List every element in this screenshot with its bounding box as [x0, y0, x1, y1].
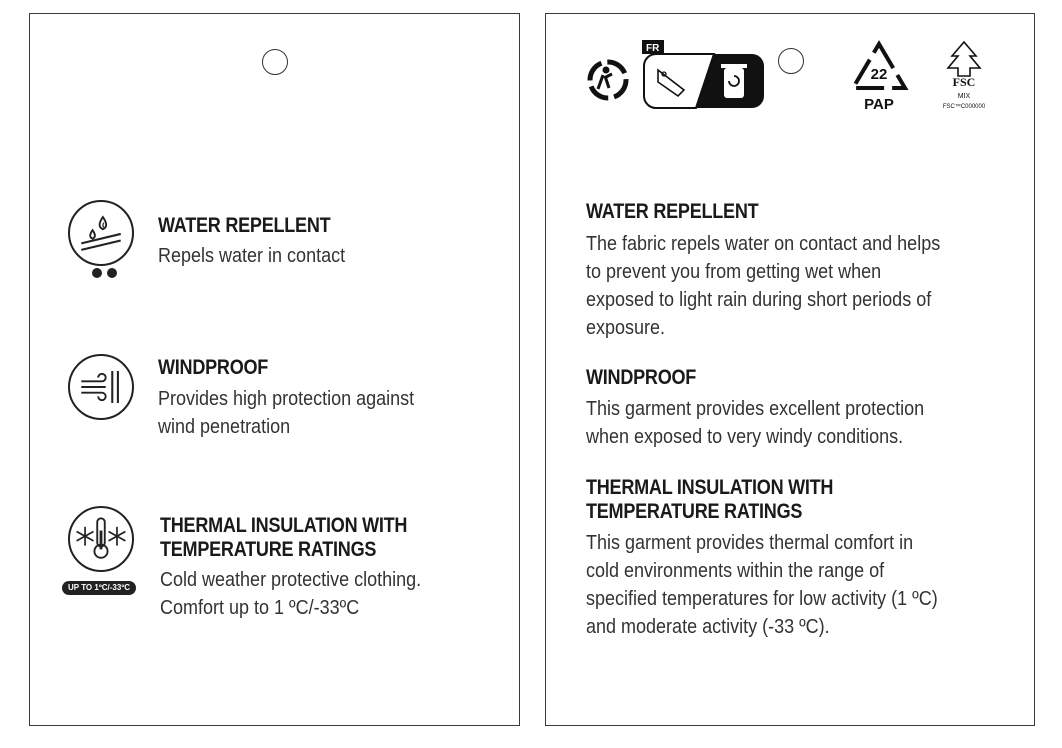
hang-tag-front: [29, 13, 520, 726]
section-text-thermal-insulation: This garment provides thermal comfort in cold environments within the range of specified temperatures for low activity (1 ºC) and moderate activity (-33 ºC).: [586, 532, 938, 638]
section-title-thermal-insulation: THERMAL INSULATION WITH TEMPERATURE RATINGS: [586, 476, 834, 523]
pap-recycling-logo: [846, 38, 912, 114]
fsc-mix: MIX: [957, 93, 971, 100]
triman-recycling-logo: [584, 40, 764, 110]
feature-text-water-repellent: Repels water in contact: [158, 245, 346, 267]
wind-icon: [68, 354, 134, 420]
feature-text-windproof: Provides high protection against wind penetration: [158, 388, 415, 438]
fsc-label: FSC: [952, 75, 976, 89]
pap-label: PAP: [864, 96, 894, 113]
feature-title-thermal-insulation: THERMAL INSULATION WITH TEMPERATURE RATINGS: [160, 514, 408, 561]
section-title-water-repellent: WATER REPELLENT: [586, 200, 759, 223]
feature-text-thermal-insulation: Cold weather protective clothing. Comfort up to 1 ºC/-33ºC: [160, 569, 422, 619]
temperature-badge: UP TO 1ºC/-33ºC: [62, 581, 136, 595]
section-title-windproof: WINDPROOF: [586, 366, 697, 389]
fsc-code: FSC™C000000: [942, 104, 986, 110]
feature-title-water-repellent: WATER REPELLENT: [158, 214, 331, 237]
feature-title-windproof: WINDPROOF: [158, 356, 269, 379]
section-text-water-repellent: The fabric repels water on contact and helps to prevent you from getting wet when exposed to light rain during short periods of exposure.: [586, 233, 941, 339]
drop-dot: [107, 268, 117, 278]
water-drops-icon: [68, 200, 134, 266]
thermometer-snowflake-icon: [68, 506, 134, 572]
section-text-windproof: This garment provides excellent protection when exposed to very windy conditions.: [586, 398, 925, 448]
triman-label: FR: [646, 43, 660, 54]
drop-dot: [92, 268, 102, 278]
pap-number: 22: [870, 66, 888, 83]
hang-hole: [778, 48, 804, 74]
fsc-logo: [934, 40, 994, 114]
hang-tag-back: [545, 13, 1035, 726]
hang-hole: [262, 49, 288, 75]
